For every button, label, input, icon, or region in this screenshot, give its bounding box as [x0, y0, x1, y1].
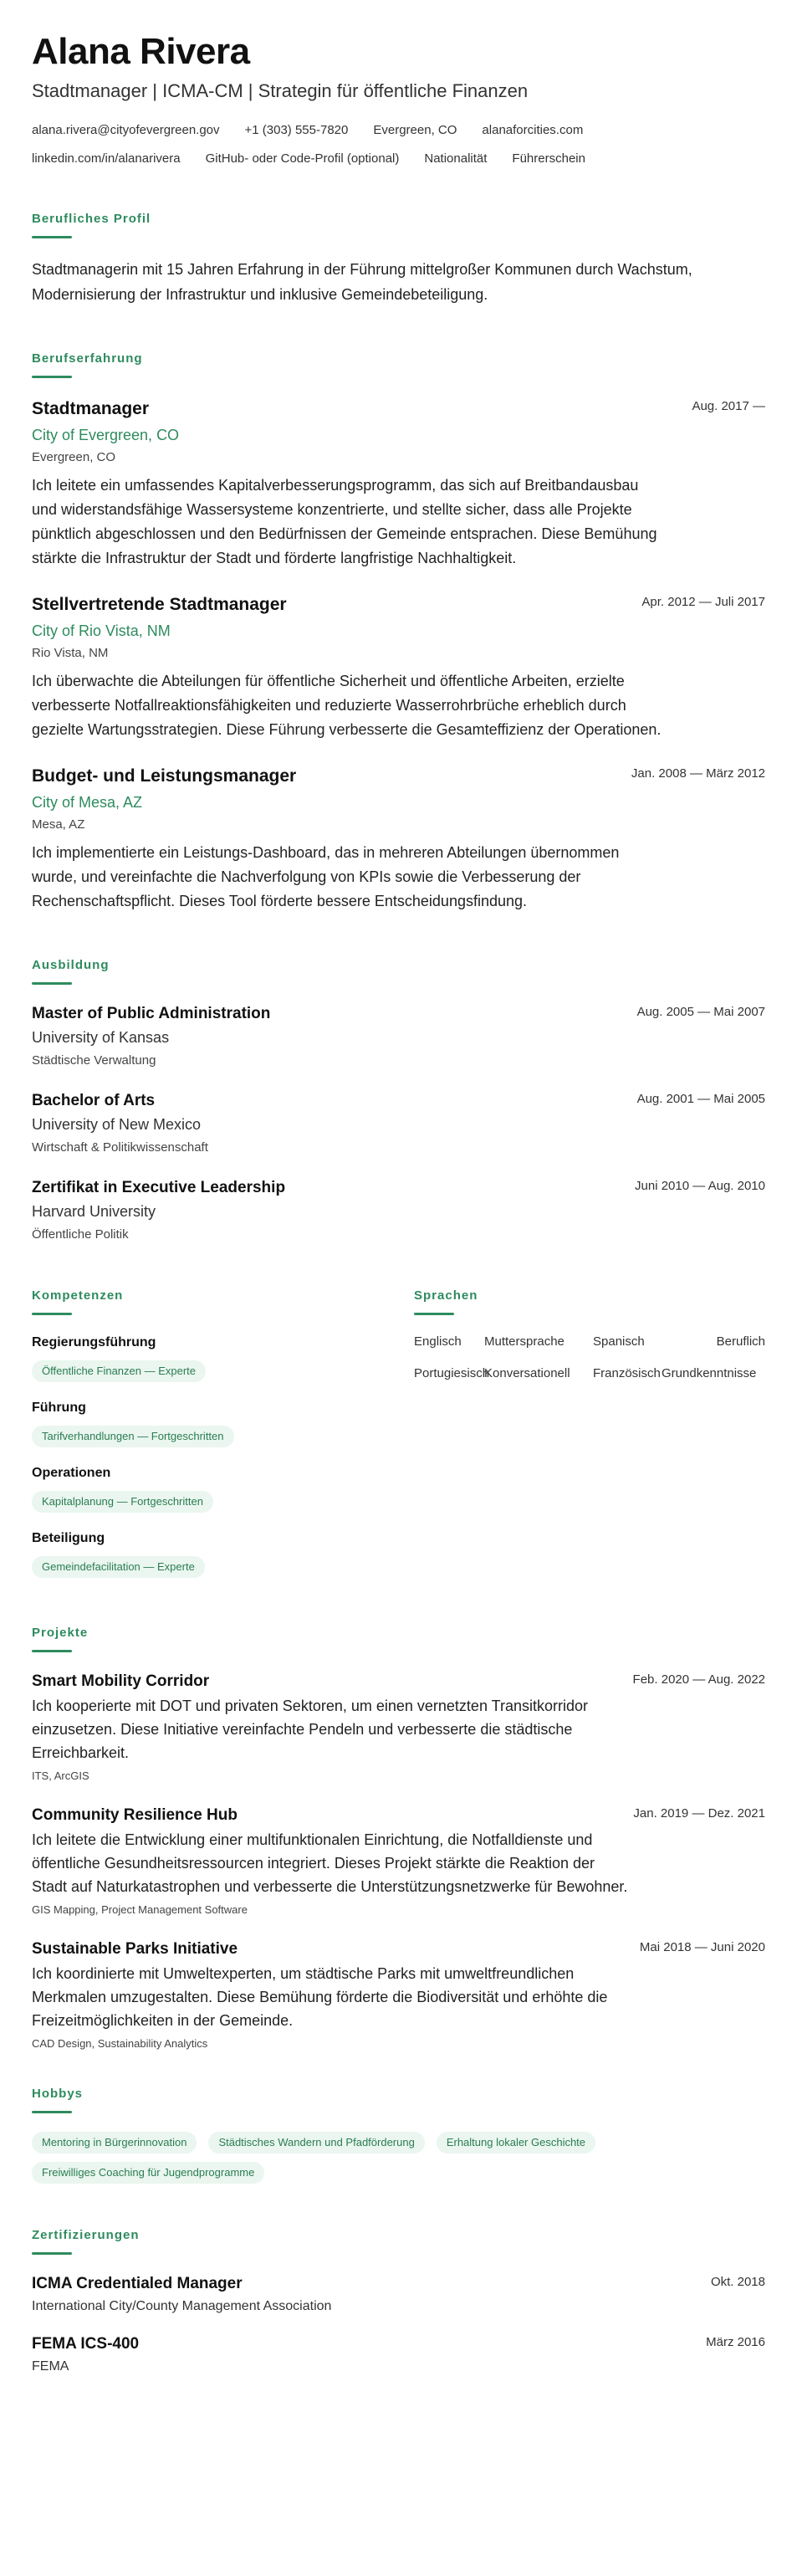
- job-description: Ich leitete ein umfassendes Kapitalverbesserungsprogramm, das sich auf Breitbandausbau und widerstandsfähige Wassersysteme konzentrierte, und stellte sicher, dass alle Projekte pünktlich abgeschlossen und den Bedürfnissen der Gemeinde entsprachen. Diese Bemühung stärkte die Infrastruktur der Stadt und förderte langfristige Nachhaltigkeit.: [32, 477, 657, 566]
- section-title: Sprachen: [414, 1288, 478, 1303]
- job-description: Ich implementierte ein Leistungs-Dashboard, das in mehreren Abteilungen übernommen wurde, und vereinfachte die Nachverfolgung von KPIs sowie die Verbesserung der Rechenschaftspflicht. Dieses Tool förderte bessere Entscheidungsfindung.: [32, 844, 620, 909]
- project-date: Feb. 2020 — Aug. 2022: [632, 1672, 765, 1687]
- language-name: Französisch: [593, 1366, 661, 1380]
- language-name: Spanisch: [593, 1334, 645, 1349]
- skill-tag: Gemeindefacilitation — Experte: [32, 1556, 205, 1578]
- section-divider: [32, 1650, 72, 1652]
- project-date: Mai 2018 — Juni 2020: [639, 1940, 765, 1954]
- job-description: Ich überwachte die Abteilungen für öffentliche Sicherheit und öffentliche Arbeiten, erzielte verbesserte Notfallreaktionsfähigkeiten und reduzierte Wasserrohrbrüche erheblich durch gezielte Wartungsstrategien. Diese Führung verbesserte die Gesamteffizienz der Operationen.: [32, 673, 662, 738]
- skill-tag: Öffentliche Finanzen — Experte: [32, 1360, 206, 1382]
- education-degree: Bachelor of Arts: [32, 1092, 156, 1109]
- job-date: Jan. 2008 — März 2012: [631, 766, 765, 781]
- hobby-tag: Erhaltung lokaler Geschichte: [437, 2132, 595, 2153]
- certification-date: März 2016: [706, 2335, 765, 2349]
- project-description: Ich kooperierte mit DOT und privaten Sektoren, um einen vernetzten Transitkorridor einzusetzen. Diese Initiative vereinfachte Pendeln und verbesserte die städtische Erreichbarkeit.: [32, 1698, 588, 1761]
- section-divider: [32, 1313, 72, 1315]
- education-degree: Master of Public Administration: [32, 1005, 271, 1022]
- education-school: Harvard University: [32, 1203, 156, 1220]
- contact-linkedin[interactable]: linkedin.com/in/alanarivera: [32, 151, 181, 166]
- education-entry: [32, 1090, 765, 1157]
- skill-category: Führung: [32, 1401, 86, 1415]
- education-date: Aug. 2001 — Mai 2005: [636, 1092, 765, 1106]
- section-title: Berufserfahrung: [32, 351, 143, 366]
- education-field: Städtische Verwaltung: [32, 1053, 156, 1068]
- contact-phone[interactable]: +1 (303) 555-7820: [244, 123, 349, 137]
- job-entry: [32, 764, 765, 914]
- language-level: Konversationell: [484, 1366, 570, 1380]
- certification-entry: [32, 2333, 765, 2377]
- job-entry: [32, 397, 765, 571]
- skills-section: [32, 1288, 414, 1595]
- project-tech: GIS Mapping, Project Management Software: [32, 1903, 248, 1916]
- project-name: Sustainable Parks Initiative: [32, 1940, 238, 1958]
- certification-issuer: International City/County Management Association: [32, 2299, 332, 2313]
- contact-location: Evergreen, CO: [373, 123, 457, 137]
- candidate-headline: Stadtmanager | ICMA-CM | Strategin für öffentliche Finanzen: [32, 80, 529, 101]
- skill-category: Regierungsführung: [32, 1335, 156, 1349]
- candidate-name: Alana Rivera: [32, 31, 250, 72]
- section-divider: [414, 1313, 454, 1315]
- language-level: Grundkenntnisse: [662, 1366, 757, 1380]
- language-name: Portugiesisch: [414, 1366, 490, 1380]
- education-school: University of New Mexico: [32, 1116, 202, 1133]
- certification-issuer: FEMA: [32, 2359, 69, 2374]
- language-level: Muttersprache: [484, 1334, 565, 1349]
- project-name: Smart Mobility Corridor: [32, 1672, 210, 1690]
- section-divider: [32, 236, 72, 238]
- skill-category: Operationen: [32, 1466, 111, 1480]
- section-title: Zertifizierungen: [32, 2228, 140, 2242]
- skill-tag: Kapitalplanung — Fortgeschritten: [32, 1491, 213, 1513]
- education-school: University of Kansas: [32, 1029, 170, 1046]
- job-location: Evergreen, CO: [32, 450, 116, 464]
- contact-license: Führerschein: [512, 151, 585, 166]
- skill-group: [32, 1399, 414, 1447]
- profile-section: [32, 211, 765, 307]
- section-divider: [32, 2111, 72, 2113]
- projects-section: [32, 1625, 765, 2052]
- job-company: City of Mesa, AZ: [32, 794, 143, 811]
- job-location: Rio Vista, NM: [32, 646, 109, 660]
- section-title: Hobbys: [32, 2087, 84, 2101]
- education-field: Öffentliche Politik: [32, 1227, 129, 1242]
- education-date: Juni 2010 — Aug. 2010: [635, 1179, 765, 1193]
- section-divider: [32, 982, 72, 985]
- section-divider: [32, 2252, 72, 2255]
- section-title: Kompetenzen: [32, 1288, 124, 1303]
- languages-section: [414, 1288, 765, 1595]
- certification-date: Okt. 2018: [710, 2275, 765, 2289]
- section-divider: [32, 376, 72, 378]
- job-date: Aug. 2017 —: [692, 399, 765, 413]
- profile-summary: Stadtmanagerin mit 15 Jahren Erfahrung in der Führung mittelgroßer Kommunen durch Wachstum, Modernisierung der Infrastruktur und inklusive Gemeindebeteiligung.: [32, 261, 692, 303]
- education-entry: [32, 1177, 765, 1244]
- job-company: City of Rio Vista, NM: [32, 622, 171, 639]
- contact-email[interactable]: alana.rivera@cityofevergreen.gov: [32, 123, 220, 137]
- certification-entry: [32, 2273, 765, 2317]
- language-level: Beruflich: [716, 1334, 765, 1349]
- project-description: Ich koordinierte mit Umweltexperten, um städtische Parks mit umweltfreundlichen Merkmalen umzugestalten. Diese Bemühung förderte die Biodiversität und erhöhte die Freizeitmöglichkeiten in der Gemeinde.: [32, 1965, 608, 2029]
- education-field: Wirtschaft & Politikwissenschaft: [32, 1140, 208, 1155]
- job-company: City of Evergreen, CO: [32, 427, 180, 443]
- skill-category: Beteiligung: [32, 1531, 105, 1545]
- skill-tag: Tarifverhandlungen — Fortgeschritten: [32, 1426, 234, 1447]
- section-title: Berufliches Profil: [32, 212, 151, 226]
- hobbies-section: [32, 2086, 765, 2184]
- skills-languages-row: [32, 1288, 765, 1595]
- certifications-section: [32, 2227, 765, 2377]
- education-entry: [32, 1003, 765, 1070]
- section-title: Projekte: [32, 1626, 89, 1640]
- contact-github[interactable]: GitHub- oder Code-Profil (optional): [205, 151, 400, 166]
- hobby-tag: Städtisches Wandern und Pfadförderung: [208, 2132, 424, 2153]
- project-description: Ich leitete die Entwicklung einer multifunktionalen Einrichtung, die Notfalldienste und öffentliche Gesundheitsressourcen integriert. Dieses Projekt stärkte die Reaktion der Stadt auf Naturkatastrophen und verbesserte die Unterstützungsnetzwerke für Bewohner.: [32, 1831, 628, 1895]
- job-entry: [32, 592, 765, 742]
- job-location: Mesa, AZ: [32, 817, 85, 832]
- project-entry: [32, 1938, 765, 2052]
- language-list: [414, 1334, 765, 1382]
- education-date: Aug. 2005 — Mai 2007: [636, 1005, 765, 1019]
- job-title: Stellvertretende Stadtmanager: [32, 595, 287, 614]
- project-entry: [32, 1805, 765, 1918]
- education-degree: Zertifikat in Executive Leadership: [32, 1179, 286, 1196]
- certification-name: ICMA Credentialed Manager: [32, 2275, 243, 2292]
- hobby-tag: Mentoring in Bürgerinnovation: [32, 2132, 197, 2153]
- skill-group: [32, 1464, 414, 1513]
- resume-header: [32, 28, 765, 167]
- skill-group: [32, 1334, 414, 1382]
- education-section: [32, 957, 765, 1244]
- contact-website[interactable]: alanaforcities.com: [482, 123, 584, 137]
- project-tech: CAD Design, Sustainability Analytics: [32, 2037, 208, 2050]
- language-name: Englisch: [414, 1334, 462, 1349]
- section-title: Ausbildung: [32, 958, 110, 972]
- project-name: Community Resilience Hub: [32, 1806, 238, 1824]
- project-date: Jan. 2019 — Dez. 2021: [633, 1806, 765, 1821]
- job-title: Stadtmanager: [32, 399, 150, 418]
- job-title: Budget- und Leistungsmanager: [32, 766, 297, 786]
- contact-list: [32, 122, 718, 167]
- certification-name: FEMA ICS-400: [32, 2335, 140, 2353]
- experience-section: [32, 351, 765, 914]
- contact-nationality: Nationalität: [424, 151, 488, 166]
- skill-group: [32, 1529, 414, 1578]
- project-entry: [32, 1671, 765, 1785]
- job-date: Apr. 2012 — Juli 2017: [641, 595, 765, 609]
- hobby-list: [32, 2132, 718, 2184]
- hobby-tag: Freiwilliges Coaching für Jugendprogramme: [32, 2162, 264, 2184]
- project-tech: ITS, ArcGIS: [32, 1769, 89, 1782]
